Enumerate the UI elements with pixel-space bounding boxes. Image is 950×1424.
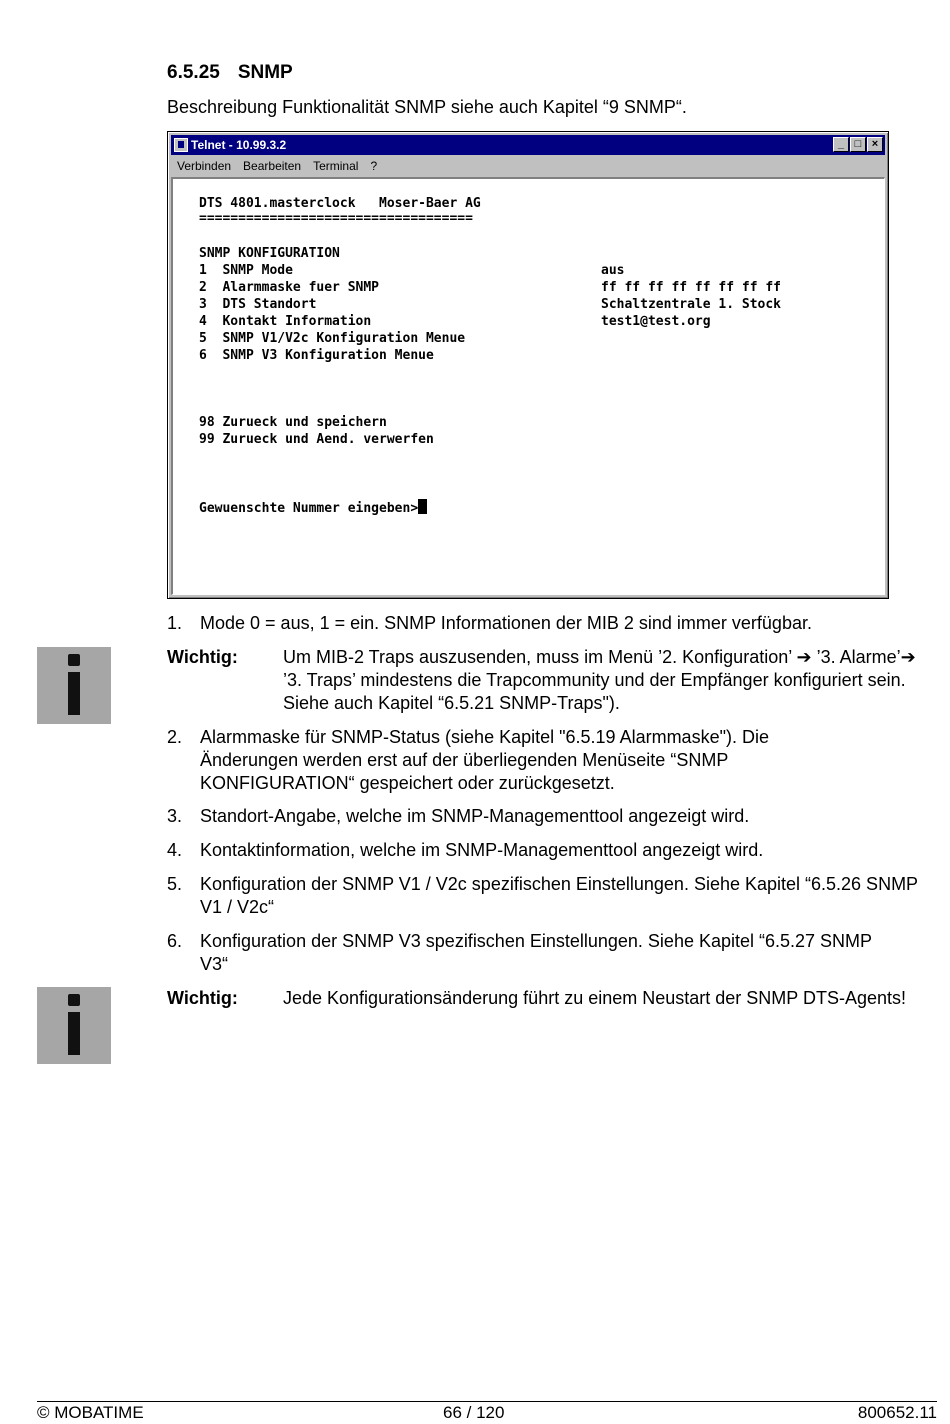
terminal-menu-item: 1 SNMP Mode — [199, 263, 293, 278]
list-item-text: Standort-Angabe, welche im SNMP-Managementtool angezeigt wird. — [200, 806, 750, 826]
menu-help[interactable]: ? — [370, 159, 378, 173]
maximize-icon[interactable]: □ — [850, 137, 866, 152]
terminal-back-save: 98 Zurueck und speichern — [199, 415, 387, 430]
list-number: 4. — [167, 840, 183, 860]
section-heading — [167, 62, 293, 84]
footer-doc-number: 800652.11 — [857, 1403, 937, 1422]
list-item-text: Konfiguration der SNMP V3 spezifischen Einstellungen. Siehe Kapitel “6.5.27 SNMP V3“ — [200, 931, 872, 974]
telnet-menubar — [171, 156, 885, 176]
terminal-value: test1@test.org — [601, 314, 711, 329]
intro-text: Beschreibung Funktionalität SNMP siehe auch Kapitel “9 SNMP“. — [167, 97, 687, 117]
note-text: Jede Konfigurationsänderung führt zu einem Neustart der SNMP DTS-Agents! — [283, 988, 906, 1008]
note-text: Um MIB-2 Traps auszusenden, muss im Menü ’2. Konfiguration’ ➔ ’3. Alarme’➔ ’3. Traps’ mindestens die Trapcommunity und der Empfänger konfiguriert sein. Siehe auch Kapitel “6.5.21 SNMP-Traps"). — [283, 647, 916, 713]
info-icon — [37, 987, 111, 1064]
terminal-menu-item: 6 SNMP V3 Konfiguration Menue — [199, 348, 434, 363]
telnet-app-icon — [174, 138, 188, 152]
list-number: 3. — [167, 806, 183, 826]
terminal-header: DTS 4801.masterclock Moser-Baer AG — [199, 196, 481, 211]
footer-divider — [37, 1401, 937, 1402]
menu-bearbeiten[interactable]: Bearbeiten — [243, 159, 302, 173]
terminal-section-title: SNMP KONFIGURATION — [199, 246, 340, 261]
footer-page-number: 66 / 120 — [443, 1403, 505, 1422]
list-item-text: Konfiguration der SNMP V1 / V2c spezifischen Einstellungen. Siehe Kapitel “6.5.26 SNMP V1 / V2c“ — [200, 874, 918, 917]
terminal-prompt-text: Gewuenschte Nummer eingeben> — [199, 501, 419, 516]
terminal-value: Schaltzentrale 1. Stock — [601, 297, 782, 312]
telnet-window — [167, 131, 889, 599]
list-number: 1. — [167, 613, 183, 633]
terminal-menu-item: 3 DTS Standort — [199, 297, 317, 312]
close-icon[interactable]: × — [867, 137, 883, 152]
footer-copyright: © MOBATIME — [37, 1403, 144, 1422]
terminal-prompt — [199, 499, 427, 518]
list-item-text: Kontaktinformation, welche im SNMP-Managementtool angezeigt wird. — [200, 840, 764, 860]
terminal-cursor — [418, 499, 427, 514]
telnet-title: Telnet - 10.99.3.2 — [191, 138, 287, 152]
menu-terminal[interactable]: Terminal — [313, 159, 359, 173]
list-number: 5. — [167, 874, 183, 894]
list-item-text: Mode 0 = aus, 1 = ein. SNMP Informationen der MIB 2 sind immer verfügbar. — [200, 613, 812, 633]
note-label: Wichtig: — [167, 988, 238, 1008]
terminal-screen[interactable] — [171, 177, 885, 595]
terminal-menu-item: 2 Alarmmaske fuer SNMP — [199, 280, 380, 295]
section-number: 6.5.25 — [167, 62, 220, 83]
list-number: 6. — [167, 931, 183, 951]
telnet-titlebar — [171, 135, 885, 155]
section-title: SNMP — [237, 62, 293, 83]
note-label: Wichtig: — [167, 647, 238, 667]
list-item-text: Alarmmaske für SNMP-Status (siehe Kapitel "6.5.19 Alarmmaske"). Die Änderungen werden erst auf der überliegenden Menüseite “SNMP KONFIGURATION“ gespeichert oder zurückgesetzt. — [200, 727, 769, 793]
info-icon — [37, 647, 111, 724]
terminal-rule: =================================== — [199, 211, 473, 226]
list-number: 2. — [167, 727, 183, 747]
menu-verbinden[interactable]: Verbinden — [177, 159, 232, 173]
minimize-icon[interactable]: _ — [833, 137, 849, 152]
terminal-value: ff ff ff ff ff ff ff ff — [601, 280, 782, 295]
terminal-menu-item: 4 Kontakt Information — [199, 314, 372, 329]
terminal-menu-item: 5 SNMP V1/V2c Konfiguration Menue — [199, 331, 466, 346]
terminal-back-discard: 99 Zurueck und Aend. verwerfen — [199, 432, 434, 447]
terminal-value: aus — [601, 263, 625, 278]
